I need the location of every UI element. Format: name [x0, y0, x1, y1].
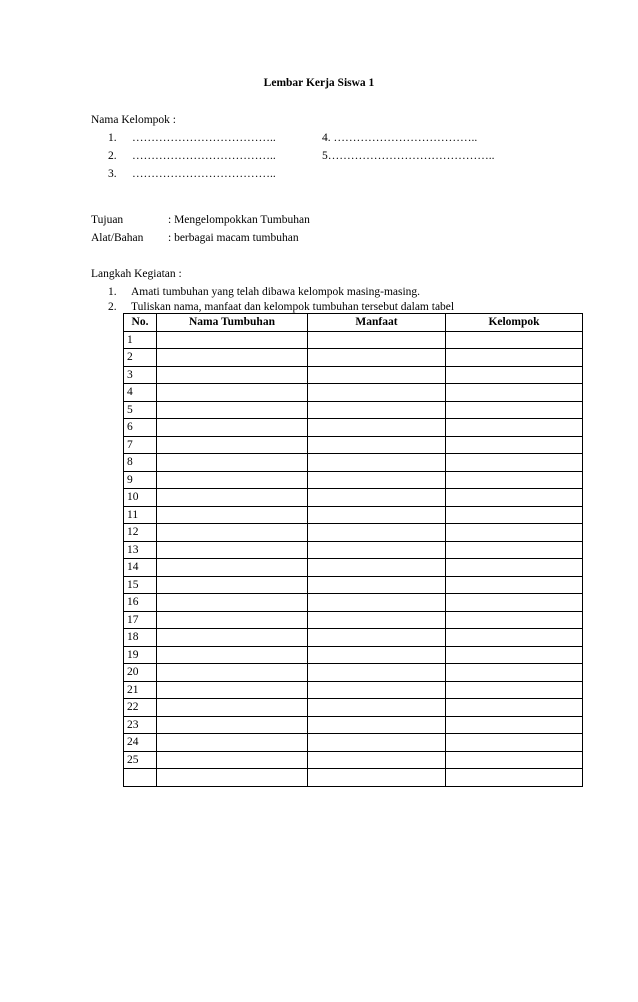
- table-header-row: [124, 314, 583, 332]
- cell-nama-tumbuhan[interactable]: [157, 769, 308, 787]
- table-row: [124, 401, 583, 419]
- table-row: [124, 646, 583, 664]
- cell-nama-tumbuhan[interactable]: [157, 541, 308, 559]
- cell-kelompok[interactable]: [446, 681, 583, 699]
- cell-no: 9: [124, 471, 157, 489]
- cell-nama-tumbuhan[interactable]: [157, 471, 308, 489]
- cell-manfaat[interactable]: [308, 716, 446, 734]
- tujuan-label: Tujuan: [91, 214, 124, 226]
- cell-manfaat[interactable]: [308, 576, 446, 594]
- cell-nama-tumbuhan[interactable]: [157, 366, 308, 384]
- cell-nama-tumbuhan[interactable]: [157, 524, 308, 542]
- cell-no: 15: [124, 576, 157, 594]
- cell-nama-tumbuhan[interactable]: [157, 751, 308, 769]
- cell-kelompok[interactable]: [446, 331, 583, 349]
- cell-kelompok[interactable]: [446, 401, 583, 419]
- cell-nama-tumbuhan[interactable]: [157, 454, 308, 472]
- cell-manfaat[interactable]: [308, 541, 446, 559]
- table-row: [124, 489, 583, 507]
- table-row: [124, 629, 583, 647]
- cell-no: 14: [124, 559, 157, 577]
- cell-kelompok[interactable]: [446, 489, 583, 507]
- cell-no: 1: [124, 331, 157, 349]
- cell-manfaat[interactable]: [308, 559, 446, 577]
- cell-manfaat[interactable]: [308, 454, 446, 472]
- cell-manfaat[interactable]: [308, 769, 446, 787]
- cell-no: 19: [124, 646, 157, 664]
- cell-nama-tumbuhan[interactable]: [157, 401, 308, 419]
- cell-manfaat[interactable]: [308, 331, 446, 349]
- member-line-2: [108, 149, 276, 163]
- step-2: [108, 300, 454, 314]
- cell-nama-tumbuhan[interactable]: [157, 716, 308, 734]
- cell-manfaat[interactable]: [308, 594, 446, 612]
- table-row: [124, 664, 583, 682]
- header-no: No.: [124, 314, 157, 332]
- cell-no: 10: [124, 489, 157, 507]
- table-row: [124, 559, 583, 577]
- member-number: 1.: [108, 132, 117, 144]
- member-line-3: [108, 167, 276, 181]
- cell-kelompok[interactable]: [446, 384, 583, 402]
- alat-bahan-label: Alat/Bahan: [91, 232, 144, 244]
- member-blank: ………………………………..: [132, 150, 276, 162]
- cell-manfaat[interactable]: [308, 664, 446, 682]
- cell-manfaat[interactable]: [308, 751, 446, 769]
- step-text: Amati tumbuhan yang telah dibawa kelompok masing-masing.: [131, 286, 421, 298]
- cell-manfaat[interactable]: [308, 524, 446, 542]
- table-row: [124, 576, 583, 594]
- member-blank: ………………………………..: [132, 132, 276, 144]
- cell-nama-tumbuhan[interactable]: [157, 664, 308, 682]
- tujuan-value: : Mengelompokkan Tumbuhan: [168, 214, 310, 226]
- cell-manfaat[interactable]: [308, 366, 446, 384]
- step-number: 1.: [108, 286, 117, 298]
- cell-kelompok[interactable]: [446, 769, 583, 787]
- cell-kelompok[interactable]: [446, 436, 583, 454]
- cell-manfaat[interactable]: [308, 734, 446, 752]
- member-line-4: 4. ………………………………..: [322, 132, 478, 144]
- cell-nama-tumbuhan[interactable]: [157, 594, 308, 612]
- cell-no: 6: [124, 419, 157, 437]
- cell-no: 7: [124, 436, 157, 454]
- step-text: Tuliskan nama, manfaat dan kelompok tumbuhan tersebut dalam tabel: [131, 301, 455, 313]
- table-row: [124, 751, 583, 769]
- cell-no: 23: [124, 716, 157, 734]
- table-row: [124, 506, 583, 524]
- cell-nama-tumbuhan[interactable]: [157, 506, 308, 524]
- member-number: 2.: [108, 150, 117, 162]
- table-row: [124, 734, 583, 752]
- cell-manfaat[interactable]: [308, 506, 446, 524]
- cell-nama-tumbuhan[interactable]: [157, 349, 308, 367]
- table-row: [124, 769, 583, 787]
- cell-kelompok[interactable]: [446, 419, 583, 437]
- cell-nama-tumbuhan[interactable]: [157, 699, 308, 717]
- cell-kelompok[interactable]: [446, 559, 583, 577]
- member-blank: ………………………………..: [132, 168, 276, 180]
- cell-kelompok[interactable]: [446, 576, 583, 594]
- table-row: [124, 541, 583, 559]
- table-body: [124, 331, 583, 786]
- table-row: [124, 349, 583, 367]
- cell-kelompok[interactable]: [446, 611, 583, 629]
- table-row: [124, 699, 583, 717]
- cell-kelompok[interactable]: [446, 716, 583, 734]
- cell-manfaat[interactable]: [308, 419, 446, 437]
- cell-no: [124, 769, 157, 787]
- alat-bahan-value: : berbagai macam tumbuhan: [168, 232, 299, 244]
- cell-kelompok[interactable]: [446, 629, 583, 647]
- table-row: [124, 436, 583, 454]
- table-row: [124, 331, 583, 349]
- cell-no: 25: [124, 751, 157, 769]
- cell-manfaat[interactable]: [308, 681, 446, 699]
- cell-no: 22: [124, 699, 157, 717]
- cell-manfaat[interactable]: [308, 384, 446, 402]
- table-row: [124, 454, 583, 472]
- cell-kelompok[interactable]: [446, 471, 583, 489]
- cell-nama-tumbuhan[interactable]: [157, 384, 308, 402]
- cell-kelompok[interactable]: [446, 524, 583, 542]
- table-row: [124, 716, 583, 734]
- cell-nama-tumbuhan[interactable]: [157, 576, 308, 594]
- cell-no: 5: [124, 401, 157, 419]
- cell-kelompok[interactable]: [446, 699, 583, 717]
- cell-manfaat[interactable]: [308, 699, 446, 717]
- step-number: 2.: [108, 301, 117, 313]
- cell-no: 2: [124, 349, 157, 367]
- langkah-kegiatan-label: Langkah Kegiatan :: [91, 268, 182, 280]
- cell-manfaat[interactable]: [308, 646, 446, 664]
- cell-manfaat[interactable]: [308, 489, 446, 507]
- cell-manfaat[interactable]: [308, 471, 446, 489]
- member-number: 3.: [108, 168, 117, 180]
- cell-kelompok[interactable]: [446, 454, 583, 472]
- cell-no: 8: [124, 454, 157, 472]
- cell-nama-tumbuhan[interactable]: [157, 559, 308, 577]
- cell-no: 17: [124, 611, 157, 629]
- cell-manfaat[interactable]: [308, 629, 446, 647]
- cell-nama-tumbuhan[interactable]: [157, 436, 308, 454]
- cell-no: 11: [124, 506, 157, 524]
- cell-manfaat[interactable]: [308, 401, 446, 419]
- table-row: [124, 611, 583, 629]
- nama-kelompok-label: Nama Kelompok :: [91, 114, 176, 126]
- table-row: [124, 524, 583, 542]
- cell-manfaat[interactable]: [308, 436, 446, 454]
- cell-nama-tumbuhan[interactable]: [157, 681, 308, 699]
- table-row: [124, 419, 583, 437]
- cell-nama-tumbuhan[interactable]: [157, 419, 308, 437]
- cell-no: 3: [124, 366, 157, 384]
- cell-kelompok[interactable]: [446, 646, 583, 664]
- cell-nama-tumbuhan[interactable]: [157, 734, 308, 752]
- cell-kelompok[interactable]: [446, 751, 583, 769]
- table-row: [124, 471, 583, 489]
- cell-manfaat[interactable]: [308, 349, 446, 367]
- page-title: Lembar Kerja Siswa 1: [263, 77, 375, 89]
- member-line-1: [108, 131, 276, 145]
- table-row: [124, 366, 583, 384]
- cell-nama-tumbuhan[interactable]: [157, 331, 308, 349]
- cell-kelompok[interactable]: [446, 664, 583, 682]
- cell-no: 18: [124, 629, 157, 647]
- cell-no: 12: [124, 524, 157, 542]
- cell-no: 13: [124, 541, 157, 559]
- cell-kelompok[interactable]: [446, 349, 583, 367]
- table-row: [124, 681, 583, 699]
- cell-kelompok[interactable]: [446, 734, 583, 752]
- table-row: [124, 594, 583, 612]
- cell-no: 16: [124, 594, 157, 612]
- step-1: [108, 285, 420, 299]
- cell-nama-tumbuhan[interactable]: [157, 489, 308, 507]
- cell-no: 24: [124, 734, 157, 752]
- header-kelompok: Kelompok: [446, 314, 583, 332]
- cell-no: 21: [124, 681, 157, 699]
- table-row: [124, 384, 583, 402]
- cell-manfaat[interactable]: [308, 611, 446, 629]
- cell-nama-tumbuhan[interactable]: [157, 611, 308, 629]
- cell-nama-tumbuhan[interactable]: [157, 646, 308, 664]
- plant-table: [123, 313, 583, 787]
- header-manfaat: Manfaat: [308, 314, 446, 332]
- cell-no: 20: [124, 664, 157, 682]
- cell-kelompok[interactable]: [446, 506, 583, 524]
- cell-kelompok[interactable]: [446, 366, 583, 384]
- member-line-5: 5……………………………………..: [322, 150, 495, 162]
- cell-no: 4: [124, 384, 157, 402]
- header-nama-tumbuhan: Nama Tumbuhan: [157, 314, 308, 332]
- cell-kelompok[interactable]: [446, 541, 583, 559]
- cell-nama-tumbuhan[interactable]: [157, 629, 308, 647]
- cell-kelompok[interactable]: [446, 594, 583, 612]
